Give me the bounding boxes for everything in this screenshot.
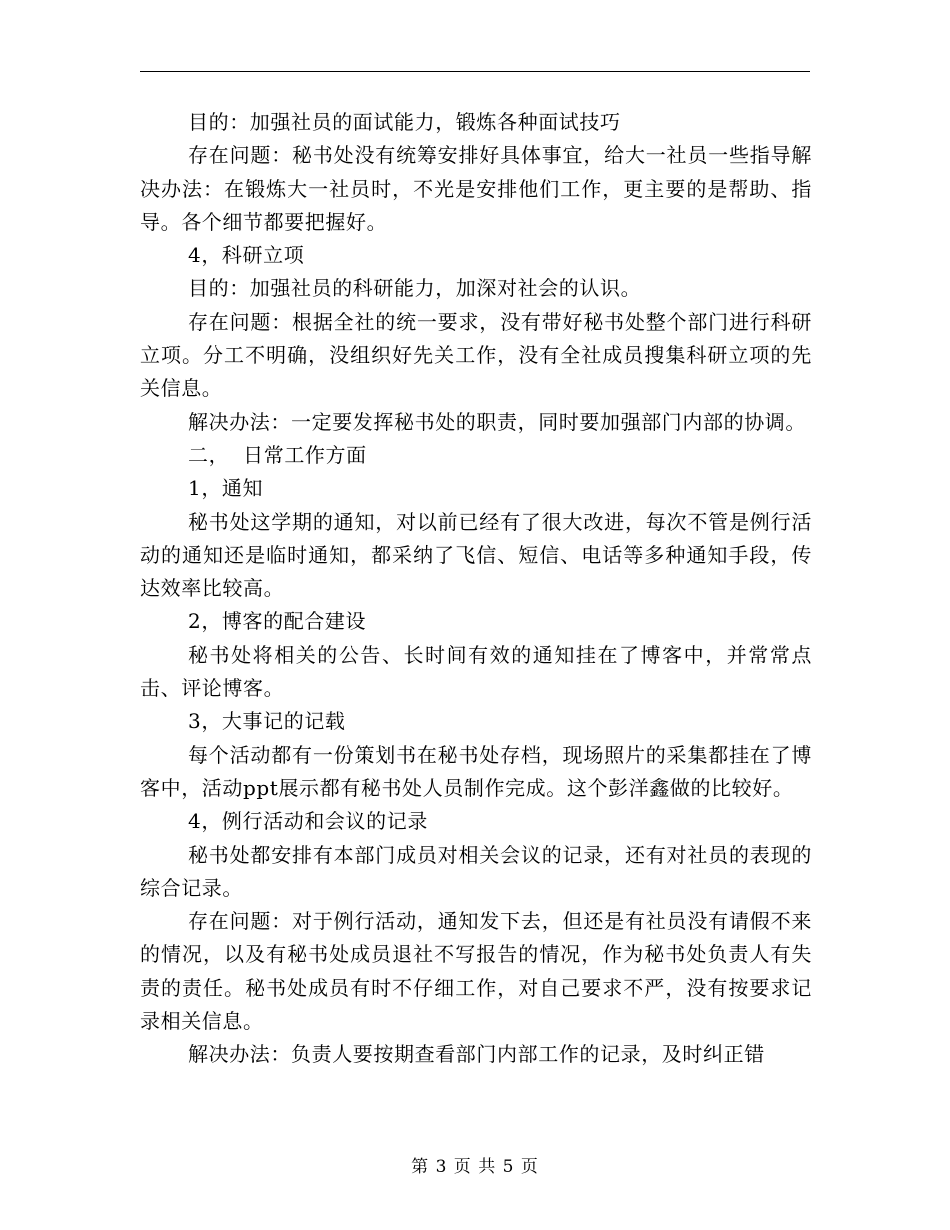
paragraph: 目的：加强社员的科研能力，加深对社会的认识。	[188, 276, 642, 301]
paragraph: 解决办法：负责人要按期查看部门内部工作的记录，及时纠正错	[188, 1042, 765, 1067]
header-rule	[140, 71, 810, 72]
paragraph: 存在问题：秘书处没有统筹安排好具体事宜，给大一社员一些指导解决办法：在锻炼大一社员时，不光是安排他们工作，更主要的是帮助、指导。各个细节都要把握好。	[140, 143, 812, 234]
paragraph: 1，通知	[188, 476, 264, 501]
paragraph: 3，大事记的记载	[188, 709, 346, 734]
paragraph: 秘书处这学期的通知，对以前已经有了很大改进，每次不管是例行活动的通知还是临时通知，都采纳了飞信、短信、电话等多种通知手段，传达效率比较高。	[140, 509, 812, 601]
paragraph: 4，例行活动和会议的记录	[188, 809, 428, 834]
paragraph: 每个活动都有一份策划书在秘书处存档，现场照片的采集都挂在了博客中，活动ppt展示都有秘书处人员制作完成。这个彭洋鑫做的比较好。	[140, 742, 812, 800]
paragraph: 秘书处将相关的公告、长时间有效的通知挂在了博客中，并常常点击、评论博客。	[140, 642, 812, 701]
paragraph: 存在问题：对于例行活动，通知发下去，但还是有社员没有请假不来的情况，以及有秘书处成员退社不写报告的情况，作为秘书处负责人有失责的责任。秘书处成员有时不仔细工作，对自己要求不严，没有按要求记录相关信息。	[140, 909, 812, 1034]
paragraph: 秘书处都安排有本部门成员对相关会议的记录，还有对社员的表现的综合记录。	[140, 842, 812, 900]
paragraph: 存在问题：根据全社的统一要求，没有带好秘书处整个部门进行科研立项。分工不明确，没组织好先关工作，没有全社成员搜集科研立项的先关信息。	[140, 309, 812, 401]
paragraph: 4，科研立项	[188, 243, 305, 268]
document-body	[140, 106, 812, 1072]
section-heading: 二， 日常工作方面	[188, 442, 367, 467]
page-number-footer: 第 3 页 共 5 页	[411, 1157, 539, 1177]
paragraph: 2，博客的配合建设	[188, 609, 367, 634]
paragraph: 目的：加强社员的面试能力，锻炼各种面试技巧	[188, 110, 621, 134]
paragraph: 解决办法：一定要发挥秘书处的职责，同时要加强部门内部的协调。	[188, 409, 806, 434]
